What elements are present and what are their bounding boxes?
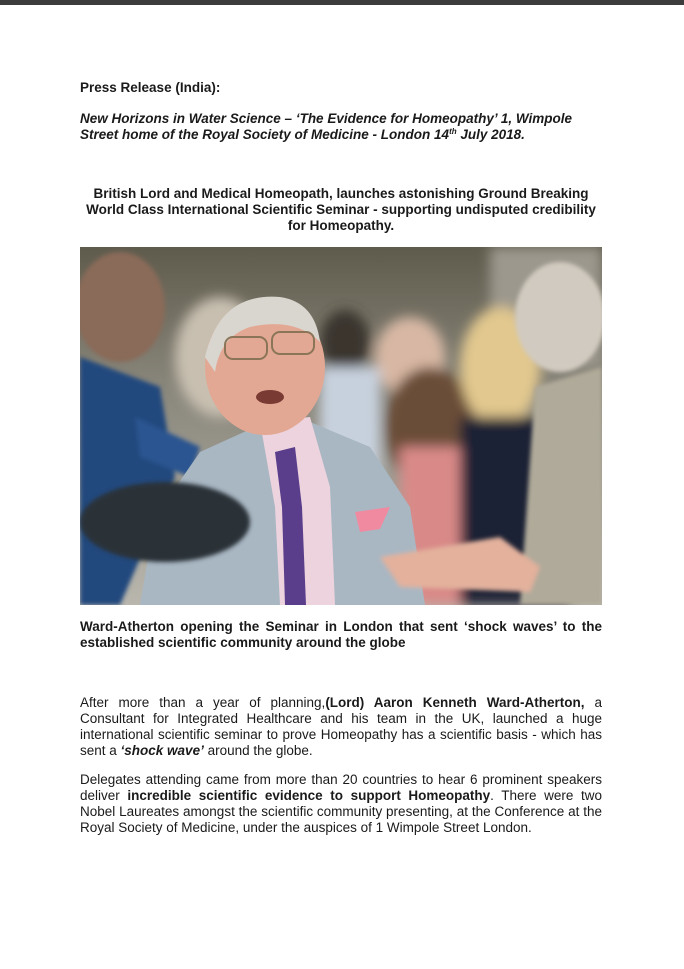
p1-bold-name: (Lord) Aaron Kenneth Ward-Atherton, [325,695,585,710]
photo-seminar [80,247,602,605]
subtitle-text: New Horizons in Water Science – ‘The Evidence for Homeopathy’ 1, Wimpole Street home of the Royal Society of Medicine - London 14 [80,111,572,142]
p1-text-1: After more than a year of planning, [80,695,326,710]
p1-text-2: a Consultant for Integrated Healthcare and his team in the UK, launched a huge international scientific seminar to prove Homeopathy has a scientific basis - which has sent a [80,695,603,758]
headline: British Lord and Medical Homeopath, launches astonishing Ground Breaking World Class International Scientific Seminar - supporting undisputed credibility for Homeopathy. [86,186,596,233]
photo-caption: Ward-Atherton opening the Seminar in London that sent ‘shock waves’ to the established scientific community around the globe [80,619,602,650]
p1-bold-italic: ‘shock wave’ [120,743,204,758]
top-bar [0,0,684,5]
photo-illustration [80,247,602,605]
subtitle-date-tail: July 2018. [456,127,525,142]
paragraph-2 [80,772,602,836]
p2-bold: incredible scientific evidence to support Homeopathy [127,788,491,803]
document-subtitle [80,111,602,143]
subtitle-superscript: th [449,127,457,136]
paragraph-1 [80,695,602,759]
p2-text-1: Delegates attending came from more than 20 countries to hear 6 prominent speakers deliver [80,772,602,803]
p2-text-2: . There were two Nobel Laureates amongst the scientific community presenting, at the Conference at the Royal Society of Medicine, under the auspices of 1 Wimpole Street London. [80,788,602,835]
p1-text-3: around the globe. [203,743,313,758]
document-label: Press Release (India): [80,80,221,95]
